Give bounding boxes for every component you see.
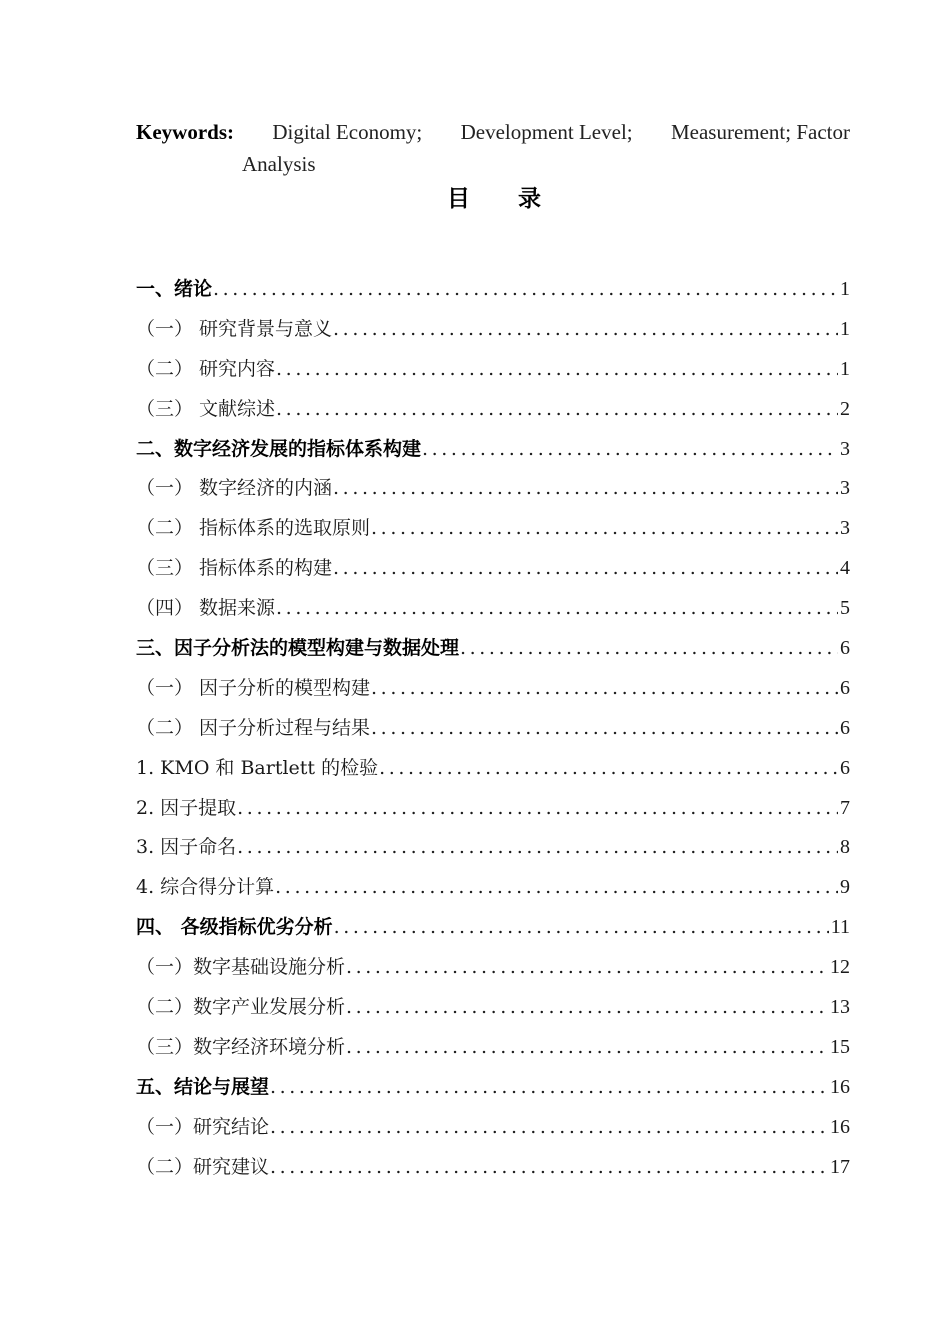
toc-page-number: 12 (830, 956, 850, 979)
toc-entry-title: 三、因子分析法的模型构建与数据处理 (136, 637, 460, 660)
toc-page-number: 3 (840, 517, 850, 540)
toc-entry-title: （三） 文献综述 (136, 397, 276, 420)
toc-entry[interactable] (136, 629, 850, 669)
toc-page-number: 6 (840, 756, 850, 779)
toc-title (0, 180, 950, 213)
keyword-item: Measurement; Factor (670, 120, 850, 144)
toc-entry[interactable] (136, 669, 850, 709)
toc-page-number: 1 (840, 278, 850, 300)
keyword-item: Development Level; (460, 120, 633, 144)
toc-entry[interactable] (136, 1108, 850, 1148)
toc-entry-title: （三） 指标体系的构建 (136, 557, 333, 580)
toc-page-number: 4 (840, 557, 850, 580)
toc-page-number: 11 (830, 916, 850, 939)
toc-entry-title: （二） 指标体系的选取原则 (136, 517, 371, 540)
toc-page-number: 7 (840, 796, 850, 819)
toc-entry-title: （二） 因子分析过程与结果 (136, 716, 371, 739)
keyword-item: Analysis (242, 152, 316, 176)
toc-page-number: 9 (840, 876, 850, 899)
toc-dot-leader (422, 430, 838, 470)
toc-page-number: 13 (830, 996, 850, 1019)
toc-page-number: 6 (840, 637, 850, 660)
toc-entry-title: （一）数字基础设施分析 (136, 956, 346, 979)
toc-dot-leader (371, 669, 838, 709)
toc-page-number: 16 (830, 1115, 850, 1138)
toc-entry[interactable] (136, 310, 850, 350)
toc-entry-title: （一）研究结论 (136, 1115, 270, 1138)
toc-entry-title: 2. 因子提取 (136, 796, 237, 819)
toc-dot-leader (270, 1108, 828, 1148)
toc-page-number: 17 (830, 1155, 850, 1178)
toc-dot-leader (371, 709, 838, 749)
toc-entry-title: （三）数字经济环境分析 (136, 1035, 346, 1058)
toc-entry[interactable] (136, 270, 850, 310)
toc-title-char: 目 (447, 186, 472, 212)
toc-entry[interactable] (136, 908, 850, 948)
toc-page-number: 16 (830, 1075, 850, 1098)
table-of-contents (136, 270, 850, 1187)
toc-entry-title: 四、 各级指标优劣分析 (136, 916, 333, 939)
toc-entry-title: 二、数字经济发展的指标体系构建 (136, 437, 422, 460)
toc-page-number: 6 (840, 676, 850, 699)
toc-page-number: 6 (840, 716, 850, 739)
toc-dot-leader (213, 270, 838, 310)
toc-entry[interactable] (136, 509, 850, 549)
toc-dot-leader (276, 390, 838, 430)
toc-entry-title: 一、绪论 (136, 278, 213, 300)
keywords-label: Keywords: (136, 120, 234, 144)
toc-page-number: 3 (840, 437, 850, 460)
toc-entry[interactable] (136, 589, 850, 629)
toc-page-number: 1 (840, 317, 850, 340)
toc-dot-leader (379, 749, 838, 789)
toc-entry[interactable] (136, 1028, 850, 1068)
toc-dot-leader (460, 629, 838, 669)
toc-entry[interactable] (136, 828, 850, 868)
toc-dot-leader (371, 509, 838, 549)
toc-entry[interactable] (136, 390, 850, 430)
toc-dot-leader (334, 908, 829, 948)
toc-dot-leader (237, 828, 838, 868)
toc-dot-leader (276, 350, 838, 390)
keywords-block (136, 116, 850, 180)
toc-entry-title: （一） 研究背景与意义 (136, 317, 333, 340)
toc-entry-title: （四） 数据来源 (136, 597, 276, 620)
toc-entry-title: 1. KMO 和 Bartlett 的检验 (136, 756, 379, 779)
toc-page-number: 2 (840, 397, 850, 420)
keywords-line-continued (136, 148, 850, 180)
toc-dot-leader (237, 789, 838, 829)
toc-entry-title: 五、结论与展望 (136, 1075, 270, 1098)
toc-page-number: 3 (840, 477, 850, 500)
keywords-line (136, 116, 850, 148)
toc-title-char: 录 (518, 186, 543, 212)
toc-entry[interactable] (136, 868, 850, 908)
toc-entry[interactable] (136, 469, 850, 509)
toc-entry[interactable] (136, 1148, 850, 1188)
toc-dot-leader (270, 1148, 828, 1188)
toc-entry[interactable] (136, 749, 850, 789)
toc-dot-leader (333, 469, 838, 509)
toc-entry-title: （一） 因子分析的模型构建 (136, 676, 371, 699)
toc-dot-leader (275, 868, 838, 908)
toc-entry-title: 3. 因子命名 (136, 836, 237, 859)
toc-entry-title: （二）数字产业发展分析 (136, 996, 346, 1019)
toc-entry[interactable] (136, 789, 850, 829)
keyword-item: Digital Economy; (272, 120, 423, 144)
toc-dot-leader (270, 1068, 828, 1108)
toc-entry-title: （一） 数字经济的内涵 (136, 477, 333, 500)
toc-entry[interactable] (136, 430, 850, 470)
toc-dot-leader (346, 988, 828, 1028)
toc-dot-leader (346, 1028, 828, 1068)
toc-page-number: 5 (840, 597, 850, 620)
toc-entry[interactable] (136, 948, 850, 988)
toc-entry-title: 4. 综合得分计算 (136, 876, 275, 899)
toc-entry[interactable] (136, 549, 850, 589)
toc-entry[interactable] (136, 1068, 850, 1108)
toc-dot-leader (333, 310, 838, 350)
toc-entry-title: （二）研究建议 (136, 1155, 270, 1178)
toc-page-number: 15 (830, 1035, 850, 1058)
toc-entry-title: （二） 研究内容 (136, 357, 276, 380)
toc-dot-leader (333, 549, 838, 589)
toc-dot-leader (346, 948, 828, 988)
toc-page-number: 8 (840, 836, 850, 859)
toc-entry[interactable] (136, 988, 850, 1028)
toc-entry[interactable] (136, 350, 850, 390)
toc-page-number: 1 (840, 357, 850, 380)
toc-entry[interactable] (136, 709, 850, 749)
toc-dot-leader (276, 589, 838, 629)
